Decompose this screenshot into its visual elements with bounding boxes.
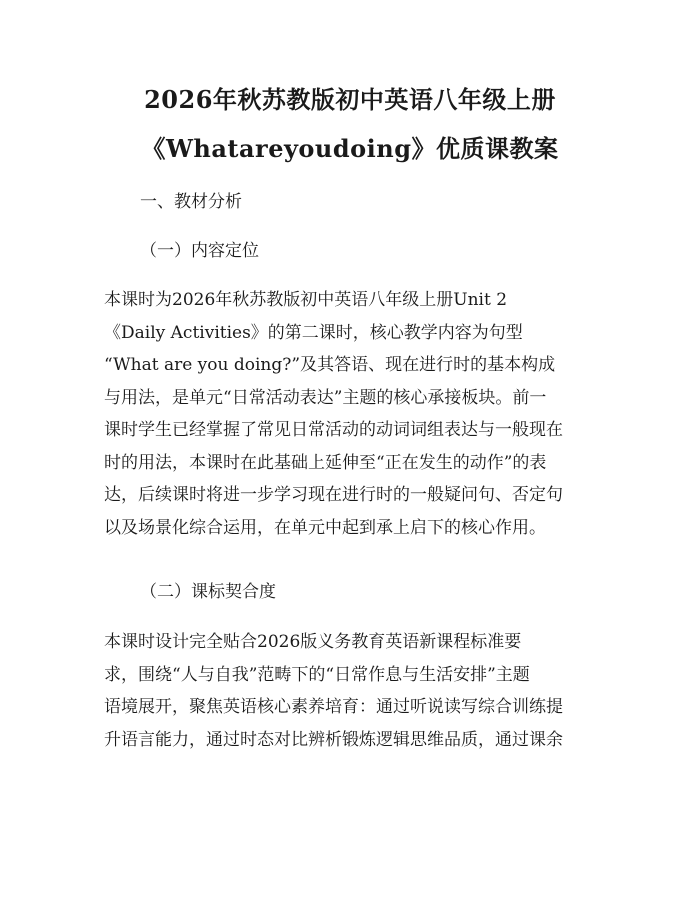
section-heading-textbook-analysis: 一、教材分析 — [140, 192, 242, 212]
subsection-heading-content-positioning: （一）内容定位 — [140, 241, 259, 261]
paragraph-line: 《Daily Activities》的第二课时，核心教学内容为句型 — [104, 322, 523, 343]
paragraph-line: 求，围绕“人与自我”范畴下的“日常作息与生活安排”主题 — [104, 664, 530, 685]
paragraph-line: 本课时设计完全贴合2026版义务教育英语新课程标准要 — [104, 632, 522, 652]
paragraph-line: 课时学生已经掌握了常见日常活动的动词词组表达与一般现在 — [104, 420, 563, 440]
paragraph-line: 语境展开，聚焦英语核心素养培育：通过听说读写综合训练提 — [104, 697, 563, 717]
paragraph-curriculum-fit — [104, 626, 602, 756]
paragraph-line: 与用法，是单元“日常活动表达”主题的核心承接板块。前一 — [104, 387, 547, 408]
paragraph-line: 达，后续课时将进一步学习现在进行时的一般疑问句、否定句 — [104, 485, 563, 505]
document-title-line-1: 2026年秋苏教版初中英语八年级上册 — [144, 85, 556, 114]
paragraph-line: “What are you doing?”及其答语、现在进行时的基本构成 — [104, 355, 556, 375]
paragraph-line: 升语言能力，通过时态对比辨析锻炼逻辑思维品质，通过课余 — [104, 729, 563, 750]
paragraph-line: 以及场景化综合运用，在单元中起到承上启下的核心作用。 — [104, 517, 546, 538]
paragraph-line: 本课时为2026年秋苏教版初中英语八年级上册Unit 2 — [104, 290, 508, 310]
subsection-heading-curriculum-fit: （二）课标契合度 — [140, 582, 276, 602]
paragraph-line: 时的用法，本课时在此基础上延伸至“正在发生的动作”的表 — [104, 452, 547, 473]
document-title-line-2: 《Whatareyoudoing》优质课教案 — [141, 134, 559, 163]
paragraph-content-positioning — [104, 284, 602, 544]
